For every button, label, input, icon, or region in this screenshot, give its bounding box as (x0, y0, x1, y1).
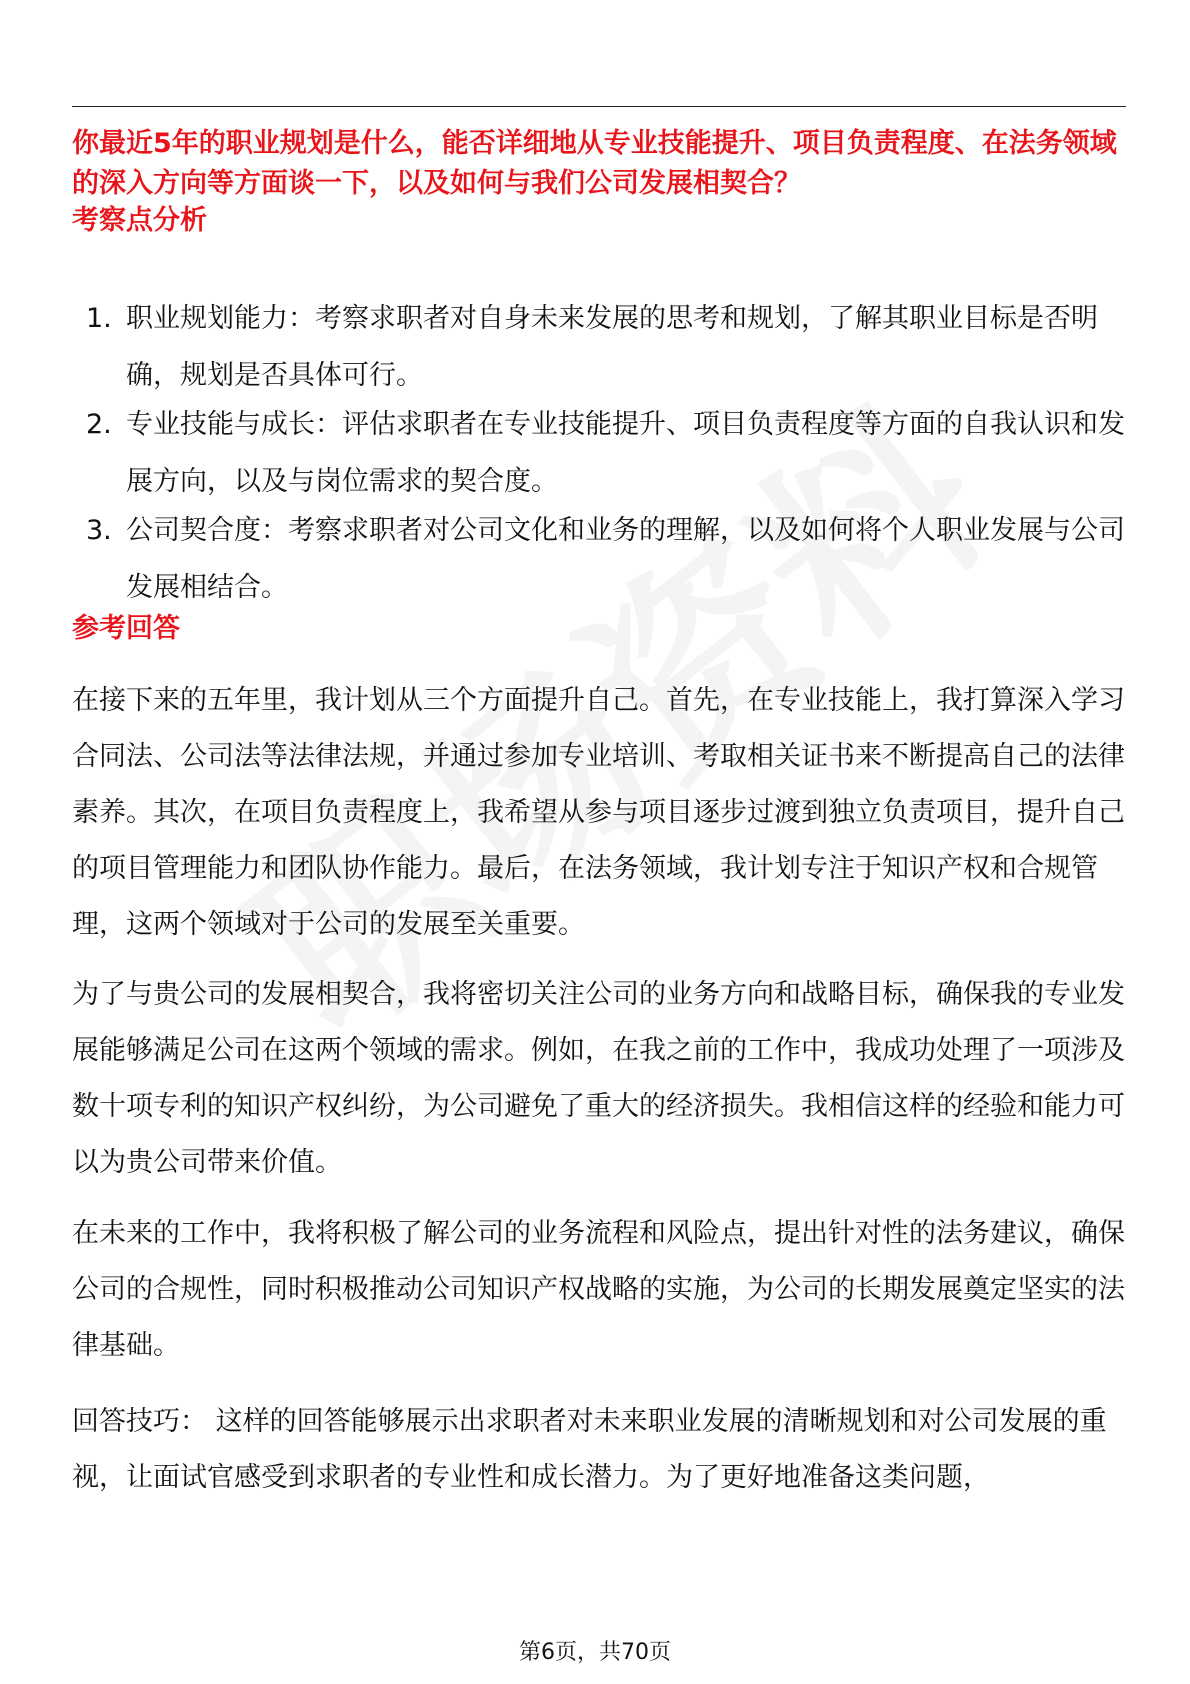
analysis-item-text: 职业规划能力：考察求职者对自身未来发展的思考和规划，了解其职业目标是否明确，规划是否具体可行。 (126, 303, 1098, 391)
analysis-item-3 (72, 502, 1132, 608)
top-rule (72, 106, 1126, 107)
answer-paragraph-3: 在未来的工作中，我将积极了解公司的业务流程和风险点，提出针对性的法务建议，确保公司的合规性，同时积极推动公司知识产权战略的实施，为公司的长期发展奠定坚实的法律基础。 (72, 1218, 1125, 1361)
answer-paragraph-1: 在接下来的五年里，我计划从三个方面提升自己。首先，在专业技能上，我打算深入学习合同法、公司法等法律法规，并通过参加专业培训、考取相关证书来不断提高自己的法律素养。其次，在项目负责程度上，我希望从参与项目逐步过渡到独立负责项目，提升自己的项目管理能力和团队协作能力。最后，在法务领域，我计划专注于知识产权和合规管理，这两个领域对于公司的发展至关重要。 (72, 685, 1125, 940)
answer-heading: 参考回答 (72, 613, 180, 644)
answer-paragraph-2: 为了与贵公司的发展相契合，我将密切关注公司的业务方向和战略目标，确保我的专业发展能够满足公司在这两个领域的需求。例如，在我之前的工作中，我成功处理了一项涉及数十项专利的知识产权纠纷，为公司避免了重大的经济损失。我相信这样的经验和能力可以为贵公司带来价值。 (72, 979, 1125, 1178)
analysis-item-2 (72, 396, 1132, 502)
analysis-heading: 考察点分析 (72, 205, 207, 236)
list-number: 3. (86, 515, 112, 546)
analysis-item-text: 公司契合度：考察求职者对公司文化和业务的理解，以及如何将个人职业发展与公司发展相结合。 (126, 515, 1125, 603)
analysis-item-1 (72, 290, 1132, 396)
question-text: 你最近5年的职业规划是什么，能否详细地从专业技能提升、项目负责程度、在法务领域的深入方向等方面谈一下，以及如何与我们公司发展相契合？ (72, 128, 1117, 199)
analysis-list (72, 290, 1132, 608)
analysis-item-text: 专业技能与成长：评估求职者在专业技能提升、项目负责程度等方面的自我认识和发展方向，以及与岗位需求的契合度。 (126, 409, 1125, 497)
list-number: 2. (86, 409, 112, 440)
list-number: 1. (86, 303, 112, 334)
answer-tip-paragraph: 回答技巧： 这样的回答能够展示出求职者对未来职业发展的清晰规划和对公司发展的重视，让面试官感受到求职者的专业性和成长潜力。为了更好地准备这类问题， (72, 1406, 1107, 1493)
page-footer: 第6页，共70页 (519, 1640, 671, 1665)
